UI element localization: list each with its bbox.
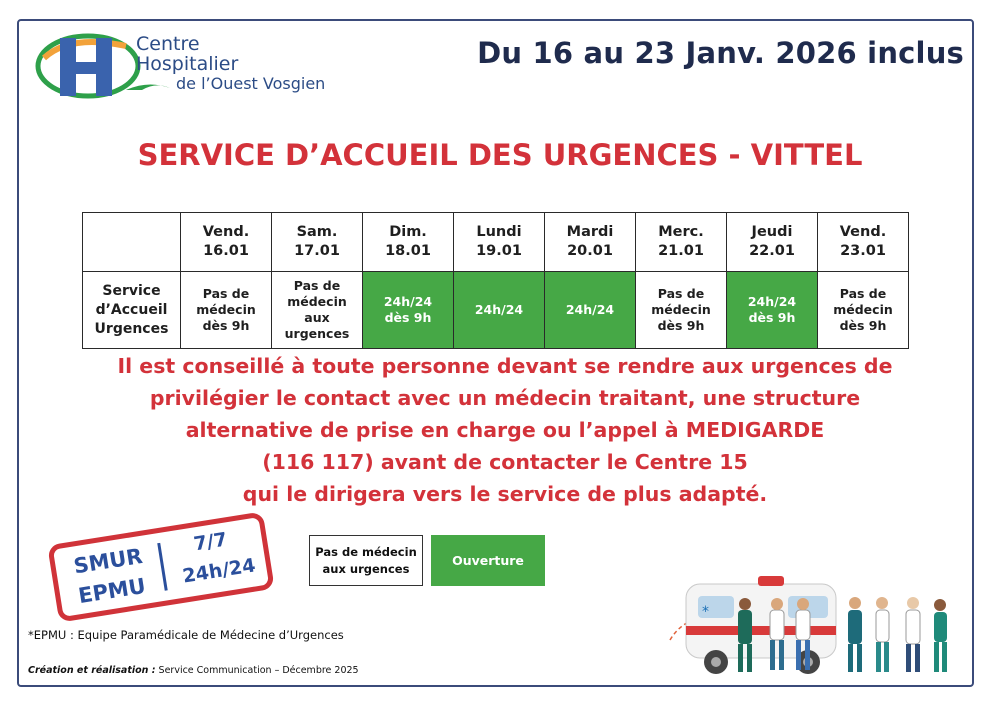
cell-line: dès 9h	[839, 318, 887, 333]
advice-line: (116 117) avant de contacter le Centre 15	[262, 450, 748, 474]
row-label-cell	[83, 272, 181, 349]
header-day-cell	[454, 213, 545, 272]
advice-line: alternative de prise en charge ou l’appel à MEDIGARDE	[185, 418, 825, 442]
row-label-line: Service	[102, 282, 161, 299]
credit-line	[28, 665, 359, 676]
stamp-smur: SMUR	[71, 543, 145, 579]
cell-line: Pas de	[839, 286, 887, 301]
credit-text: Service Communication – Décembre 2025	[155, 665, 359, 676]
status-cell-open	[545, 272, 636, 349]
stamp-hours: 24h/24	[181, 554, 257, 588]
status-cell-open	[363, 272, 454, 349]
day-date: 17.01	[294, 243, 340, 259]
day-name: Lundi	[476, 224, 522, 240]
advice-line: privilégier le contact avec un médecin traitant, une structure	[149, 386, 861, 410]
schedule-header-row	[83, 213, 909, 272]
schedule-service-row	[83, 272, 909, 349]
status-cell-no-doctor	[272, 272, 363, 349]
header-day-cell	[181, 213, 272, 272]
cell-line: 24h/24	[747, 294, 797, 309]
cell-line: Pas de	[202, 286, 250, 301]
stamp-divider	[157, 543, 167, 591]
cell-line: 24h/24	[383, 294, 433, 309]
day-name: Vend.	[202, 224, 250, 240]
day-name: Sam.	[296, 224, 338, 240]
logo-line-2: Hospitalier	[136, 53, 239, 75]
day-date: 18.01	[385, 243, 431, 259]
day-name: Mardi	[566, 224, 614, 240]
svg-text:*: *	[702, 604, 709, 620]
row-label-line: Urgences	[94, 320, 169, 337]
credit-label: Création et réalisation :	[28, 665, 156, 676]
legend-no-doctor-line: aux urgences	[322, 562, 410, 576]
cell-line: aux	[304, 310, 330, 325]
header-day-cell	[818, 213, 909, 272]
logo-text	[136, 34, 325, 94]
stamp-days: 7/7	[192, 528, 229, 556]
cell-line: dès 9h	[202, 318, 250, 333]
day-name: Merc.	[658, 224, 704, 240]
date-range: Du 16 au 23 Janv. 2026 inclus	[477, 36, 964, 70]
legend-open: Ouverture	[431, 535, 545, 586]
day-date: 19.01	[476, 243, 522, 259]
logo-line-1: Centre	[136, 33, 200, 55]
cell-line: médecin	[833, 302, 893, 317]
status-cell-no-doctor	[818, 272, 909, 349]
day-date: 21.01	[658, 243, 704, 259]
row-label-line: d’Accueil	[95, 301, 168, 318]
day-name: Jeudi	[751, 224, 793, 240]
cell-line: urgences	[284, 326, 350, 341]
day-date: 23.01	[840, 243, 886, 259]
status-cell-no-doctor	[181, 272, 272, 349]
header-day-cell	[272, 213, 363, 272]
status-cell-open	[454, 272, 545, 349]
footnote: *EPMU : Equipe Paramédicale de Médecine d’Urgences	[28, 628, 344, 642]
header-day-cell	[636, 213, 727, 272]
cell-line: dès 9h	[384, 310, 432, 325]
ambulance-staff-illustration-icon	[668, 570, 968, 680]
cell-line: dès 9h	[657, 318, 705, 333]
status-cell-no-doctor	[636, 272, 727, 349]
cell-line: Pas de	[657, 286, 705, 301]
cell-line: médecin	[287, 294, 347, 309]
cell-line: 24h/24	[474, 302, 524, 317]
advice-line: qui le dirigera vers le service de plus adapté.	[242, 482, 768, 506]
advice-line: Il est conseillé à toute personne devant se rendre aux urgences de	[117, 354, 893, 378]
advice-text	[70, 350, 940, 510]
cell-line: 24h/24	[565, 302, 615, 317]
header-day-cell	[727, 213, 818, 272]
day-date: 20.01	[567, 243, 613, 259]
header-day-cell	[545, 213, 636, 272]
status-cell-open	[727, 272, 818, 349]
stamp-epmu: EPMU	[76, 573, 148, 609]
page-title: SERVICE D’ACCUEIL DES URGENCES - VITTEL	[137, 138, 863, 172]
schedule-table	[82, 212, 909, 349]
cell-line: Pas de	[293, 278, 341, 293]
legend-no-doctor-line: Pas de médecin	[315, 545, 417, 559]
cell-line: médecin	[651, 302, 711, 317]
day-date: 22.01	[749, 243, 795, 259]
day-date: 16.01	[203, 243, 249, 259]
day-name: Vend.	[839, 224, 887, 240]
legend-no-doctor	[309, 535, 423, 586]
header-empty-cell	[83, 213, 181, 272]
cell-line: médecin	[196, 302, 256, 317]
day-name: Dim.	[389, 224, 427, 240]
header-day-cell	[363, 213, 454, 272]
cell-line: dès 9h	[748, 310, 796, 325]
logo-line-3: de l’Ouest Vosgien	[176, 74, 326, 93]
